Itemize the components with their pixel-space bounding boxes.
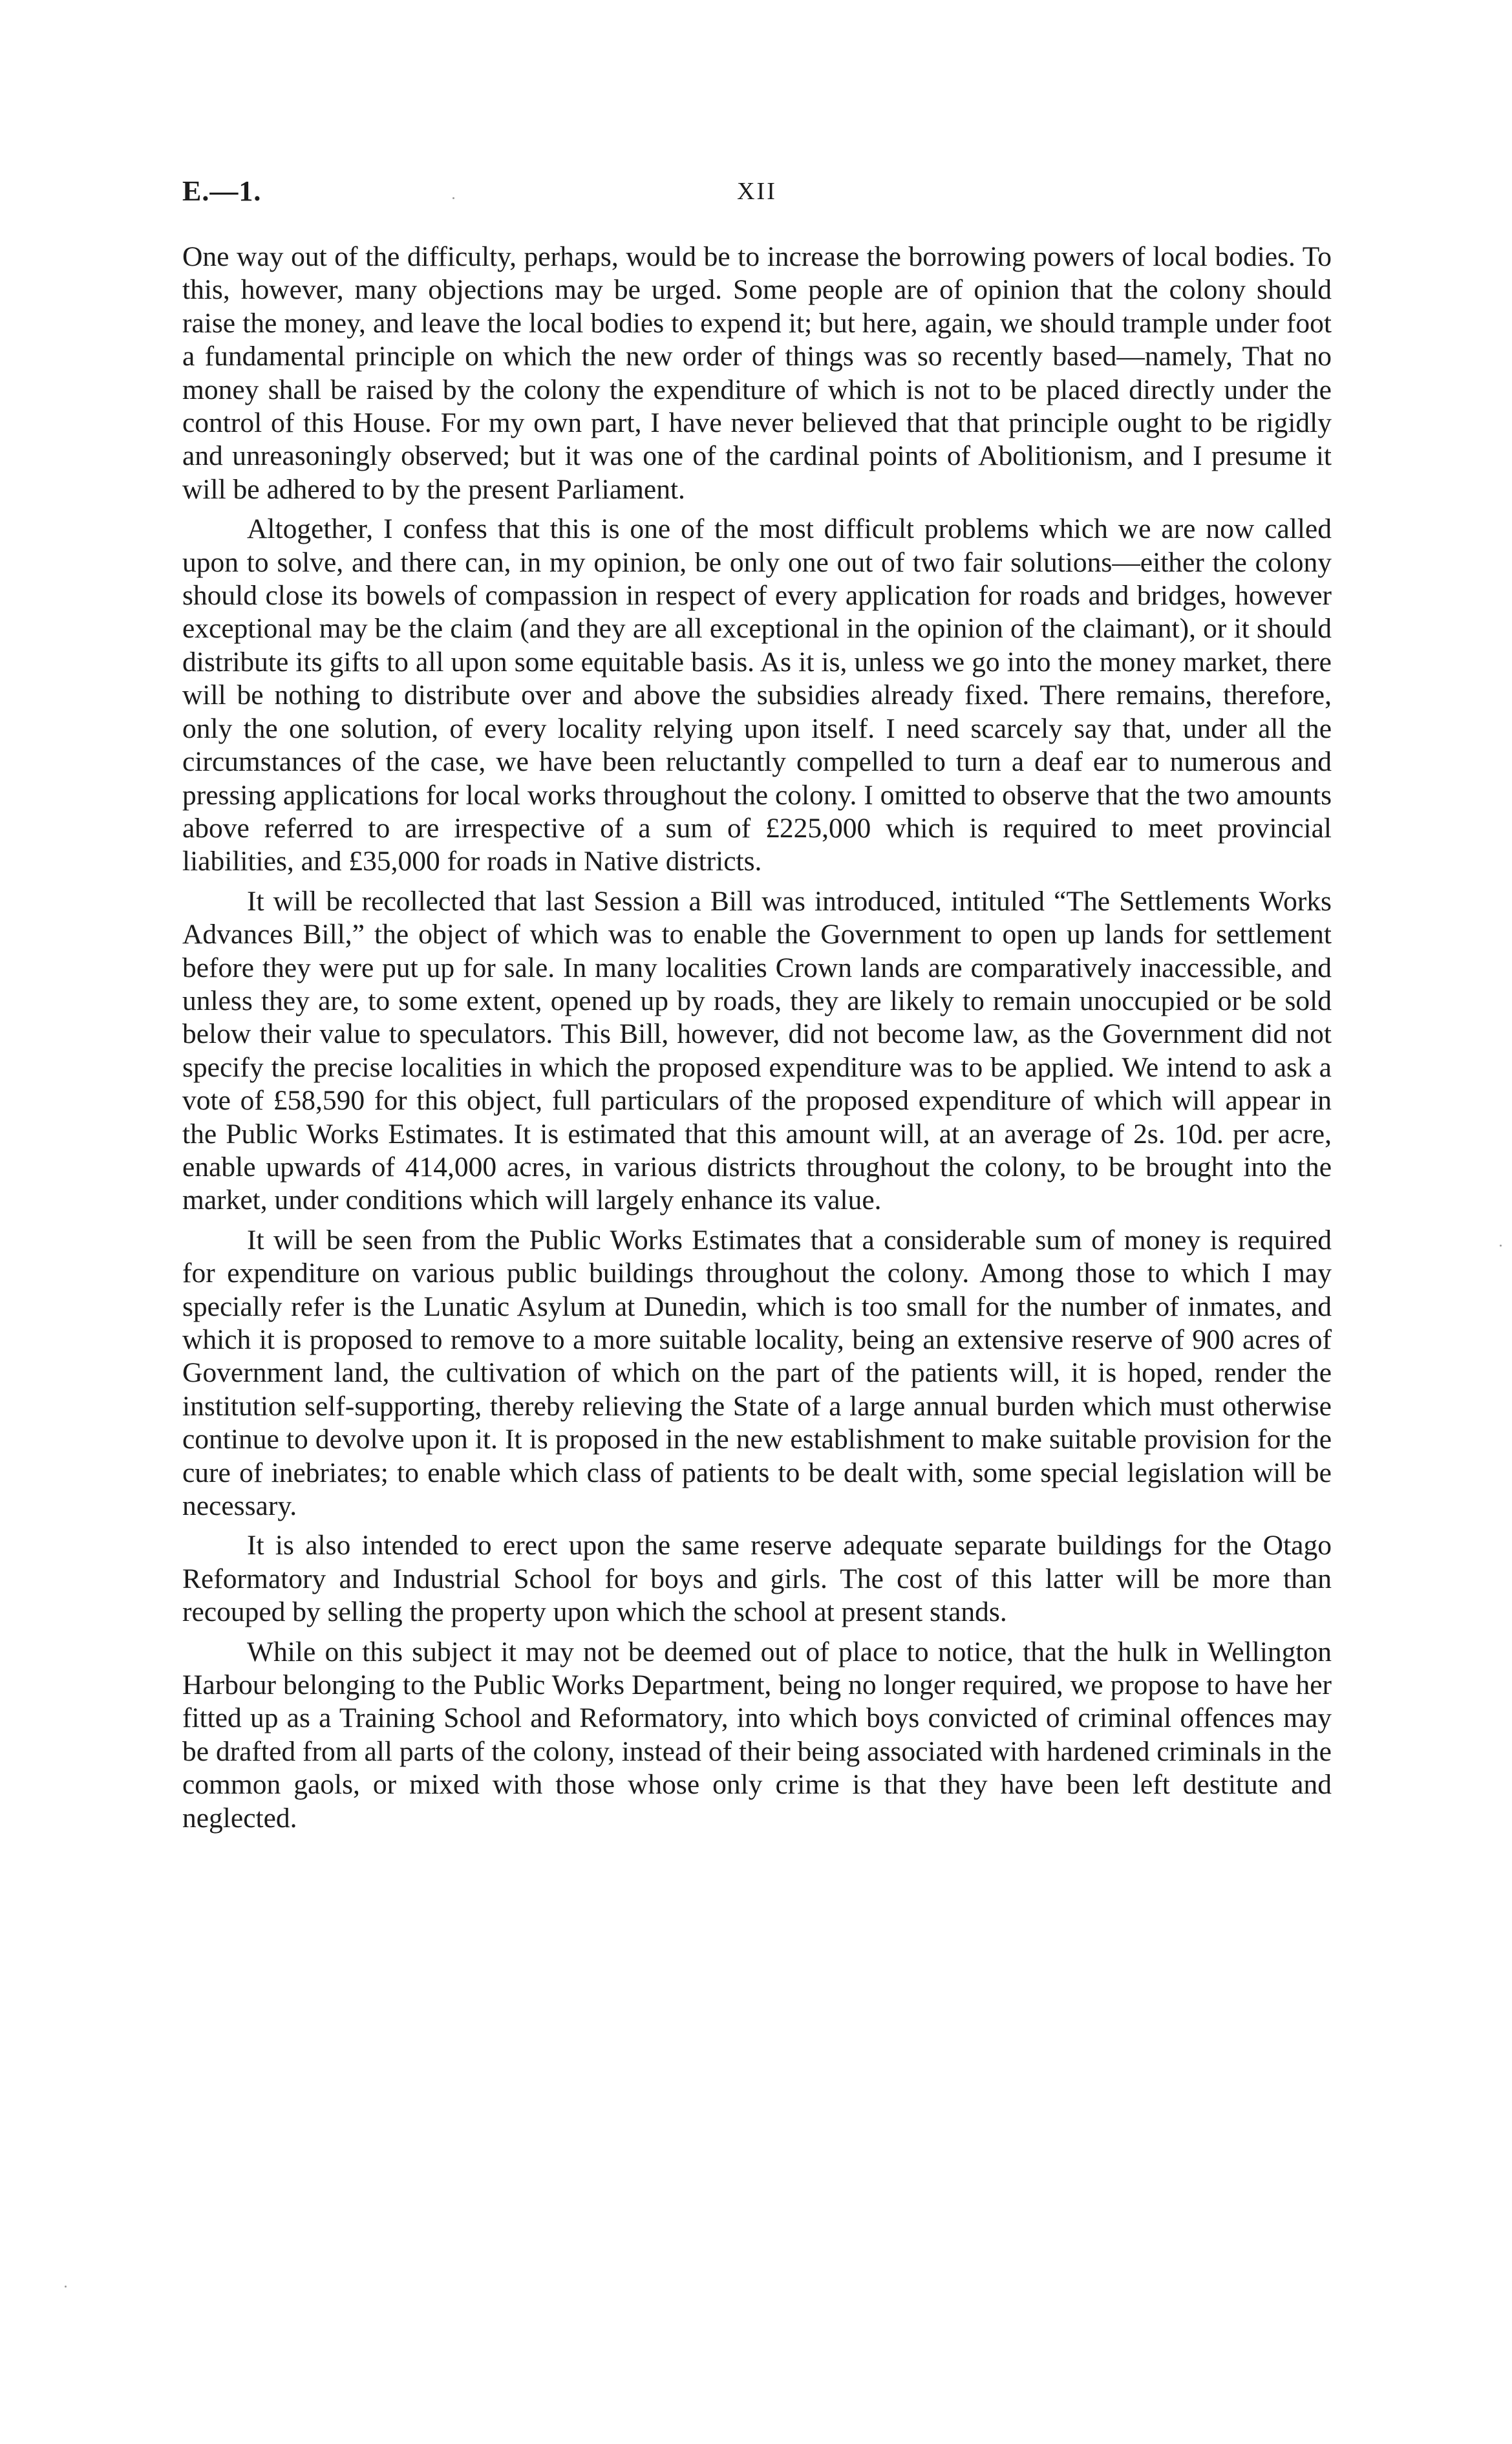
paragraph-training-school-hulk: While on this subject it may not be deemed out of place to notice, that the hulk in Wellington Harbour belonging to the Public Works Department, being no longer required, we propose to have her fitted up as a Training School and Reformatory, into which boys convicted of criminal offences may be drafted from all parts of the colony, instead of their being associated with hardened criminals in the common gaols, or mixed with those whose only crime is that they have been left destitute and neglected. bbox=[182, 1636, 1332, 1834]
paragraph-two-solutions: Altogether, I confess that this is one of the most difficult problems which we are now called upon to solve, and there can, in my opinion, be only one out of two fair solutions—either the colony should close its bowels of compassion in respect of every application for roads and bridges, however exceptional may be the claim (and they are all exceptional in the opinion of the claimant), or it should distribute its gifts to all upon some equitable basis. As it is, unless we go into the money market, there will be nothing to distribute over and above the subsidies already fixed. There remains, therefore, only the one solution, of every locality relying upon itself. I need scarcely say that, under all the circumstances of the case, we have been reluctantly compelled to turn a deaf ear to numerous and pressing applications for local works throughout the colony. I omitted to observe that the two amounts above referred to are irrespective of a sum of £225,000 which is required to meet provincial liabilities, and £35,000 for roads in Native districts. bbox=[182, 513, 1332, 877]
paragraph-public-buildings: It will be seen from the Public Works Estimates that a considerable sum of money is required for expenditure on various public buildings throughout the colony. Among those to which I may specially refer is the Lunatic Asylum at Dunedin, which is too small for the number of inmates, and which it is proposed to remove to a more suitable locality, being an extensive reserve of 900 acres of Government land, the cultivation of which on the part of the patients will, it is hoped, render the institution self-supporting, thereby relieving the State of a large annual burden which must otherwise continue to devolve upon it. It is proposed in the new establishment to make suitable provision for the cure of inebriates; to enable which class of patients to be dealt with, some special legislation will be necessary. bbox=[182, 1224, 1332, 1522]
page-number: XII bbox=[737, 178, 777, 205]
paragraph-borrowing-powers: One way out of the difficulty, perhaps, would be to increase the borrowing powers of local bodies. To this, however, many objections may be urged. Some people are of opinion that the colony should raise the money, and leave the local bodies to expend it; but here, again, we should trample under foot a fundamental principle on which the new order of things was so recently based—namely, That no money shall be raised by the colony the expenditure of which is not to be placed directly under the control of this House. For my own part, I have never believed that that principle ought to be rigidly and unreasoningly observed; but it was one of the cardinal points of Abolitionism, and I presume it will be adhered to by the present Parliament. bbox=[182, 241, 1332, 505]
document-reference: E.—1. bbox=[182, 175, 262, 207]
scan-speck bbox=[1500, 1245, 1502, 1247]
scan-speck bbox=[65, 2286, 67, 2288]
scan-speck bbox=[453, 197, 454, 199]
paragraph-otago-reformatory: It is also intended to erect upon the same reserve adequate separate buildings for the Otago Reformatory and Industrial School for boys and girls. The cost of this latter will be more than recouped by selling the property upon which the school at present stands. bbox=[182, 1530, 1332, 1628]
page-header bbox=[182, 175, 1332, 213]
paragraph-settlements-works-bill: It will be recollected that last Session a Bill was introduced, intituled “The Settlements Works Advances Bill,” the object of which was to enable the Government to open up lands for settlement before they were put up for sale. In many localities Crown lands are comparatively inaccessible, and unless they are, to some extent, opened up by roads, they are likely to remain unoccupied or be sold below their value to speculators. This Bill, however, did not become law, as the Government did not specify the precise localities in which the proposed expenditure was to be applied. We intend to ask a vote of £58,590 for this object, full particulars of the proposed expenditure of which will appear in the Public Works Estimates. It is estimated that this amount will, at an average of 2s. 10d. per acre, enable upwards of 414,000 acres, in various districts throughout the colony, to be brought into the market, under conditions which will largely enhance its value. bbox=[182, 885, 1332, 1216]
body-text bbox=[182, 241, 1332, 1841]
